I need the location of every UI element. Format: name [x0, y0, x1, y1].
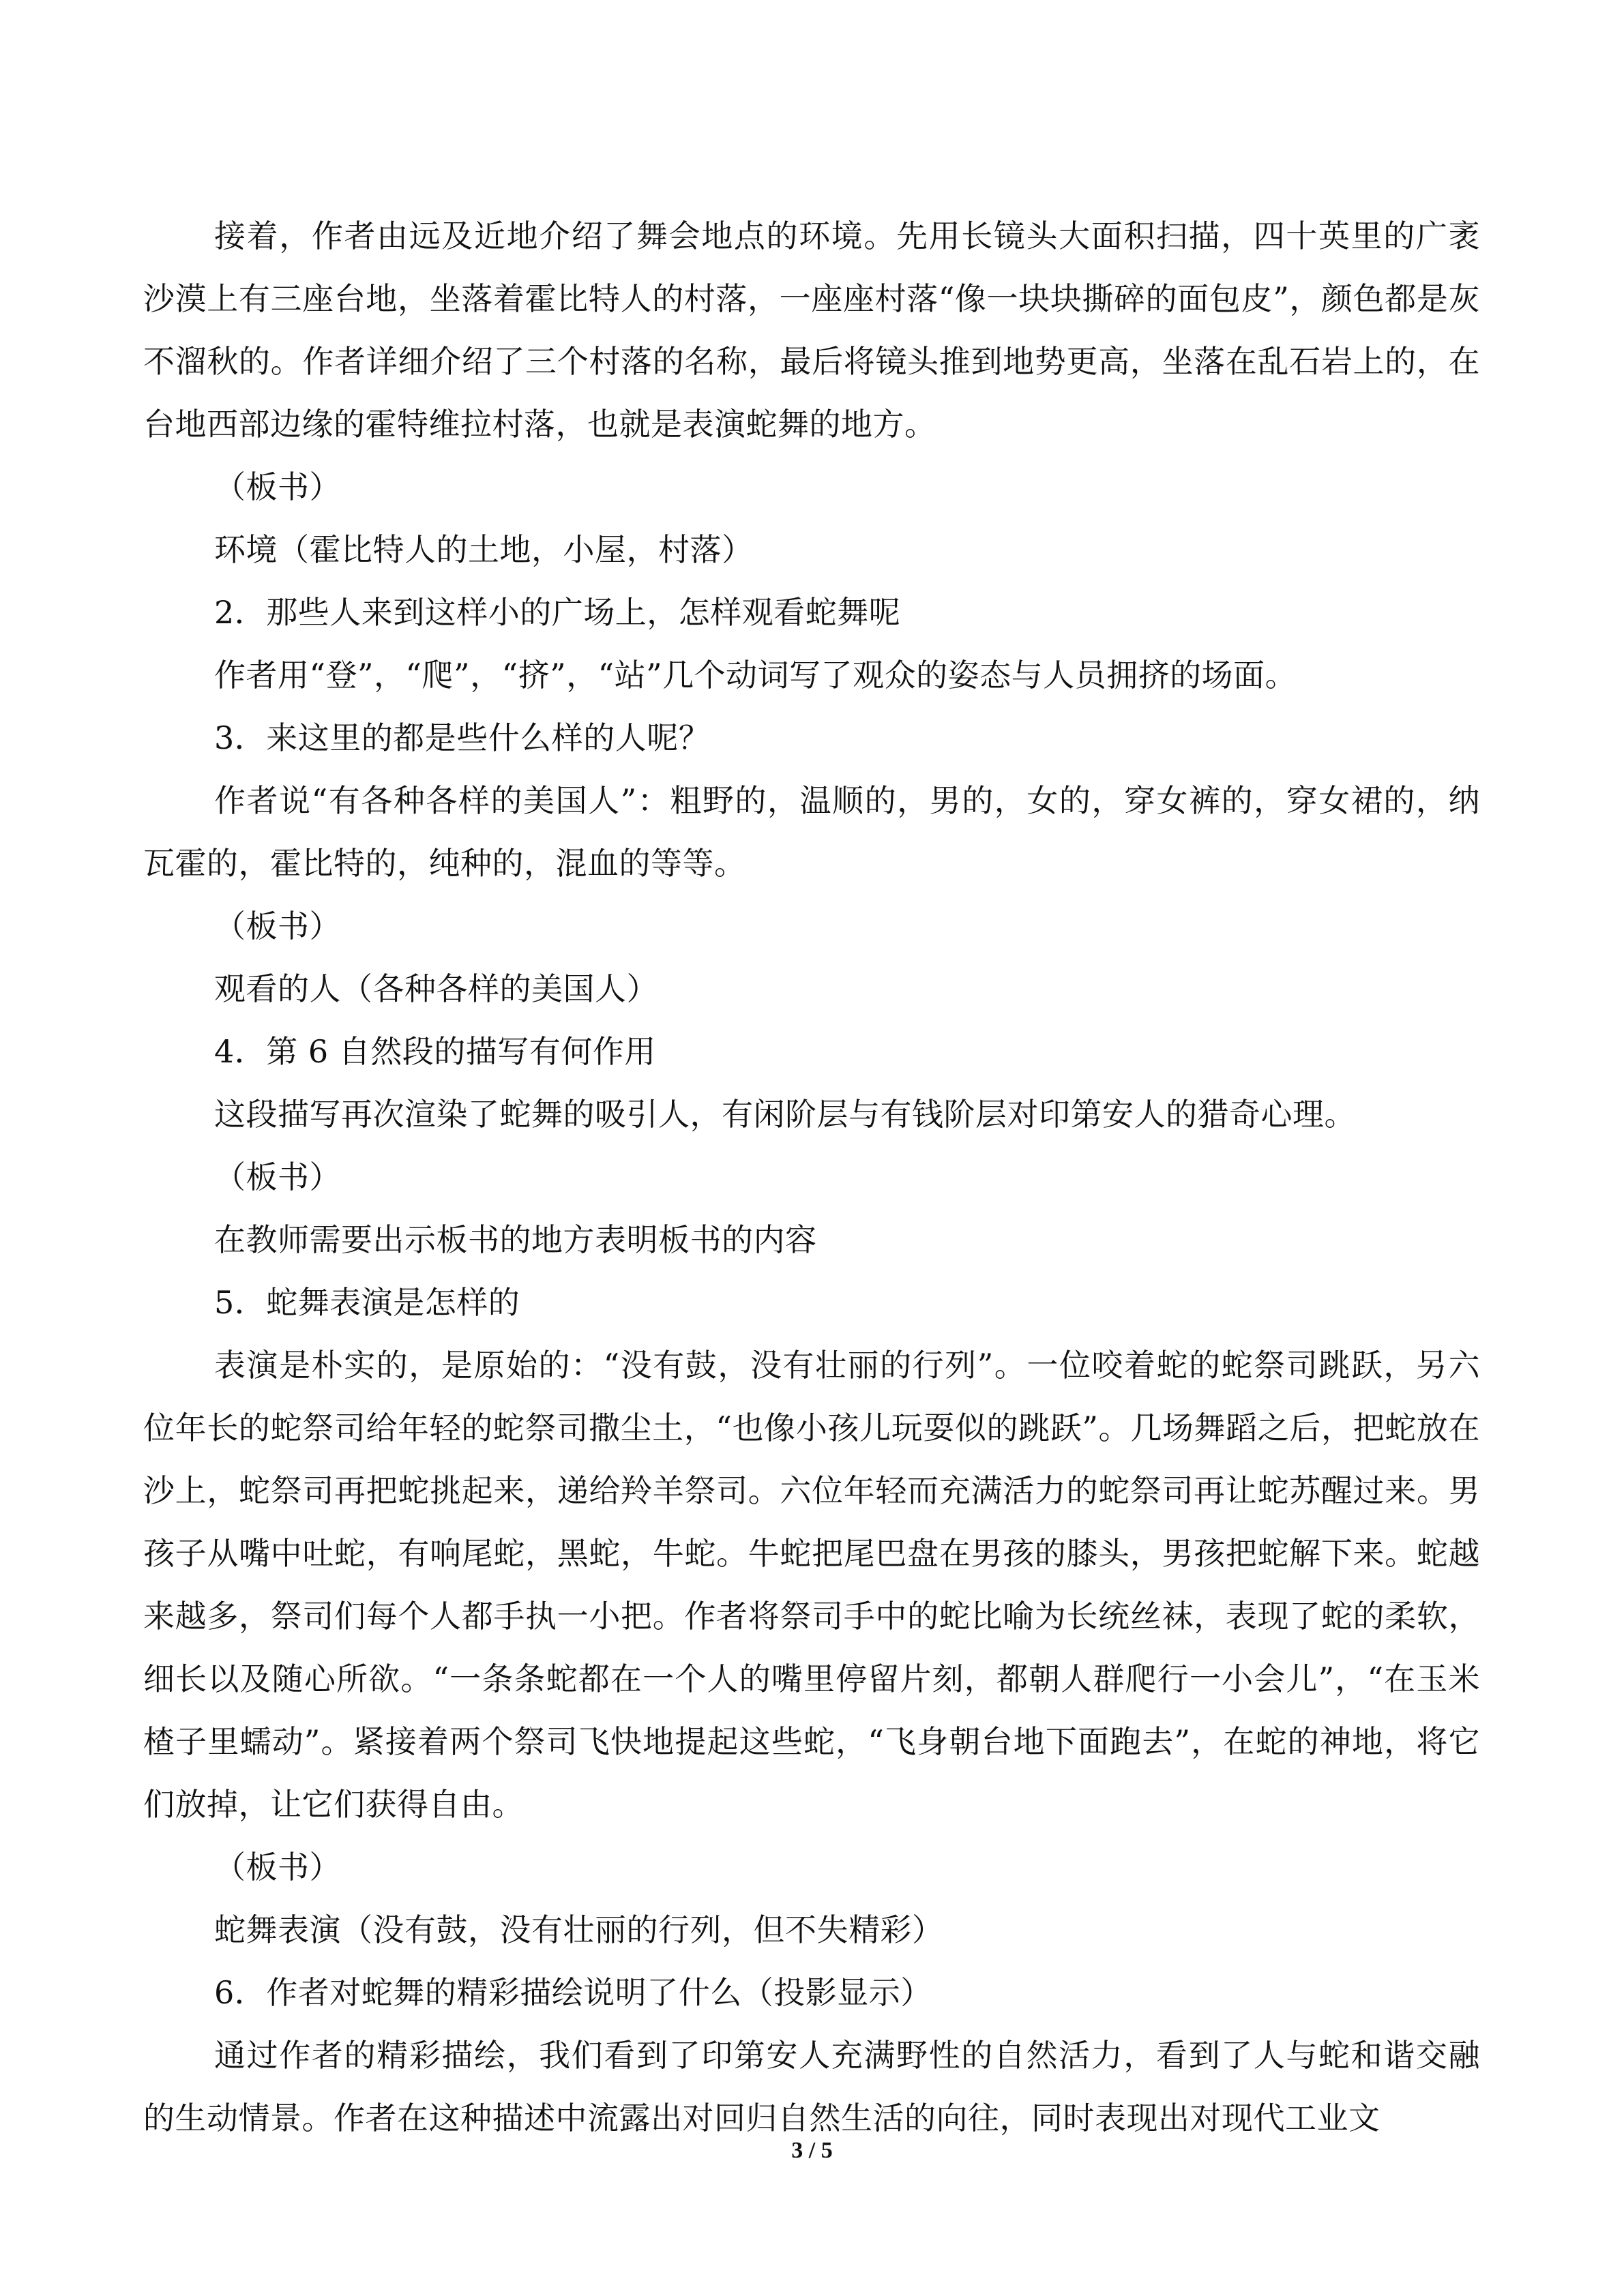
board-note: （板书） — [214, 468, 341, 505]
board-note: （板书） — [214, 1849, 341, 1885]
board-environment: 环境（霍比特人的土地，小屋，村落） — [214, 531, 754, 568]
question-5: 5．蛇舞表演是怎样的 — [214, 1284, 520, 1321]
answer-4: 这段描写再次渲染了蛇舞的吸引人，有闲阶层与有钱阶层对印第安人的猎奇心理。 — [214, 1096, 1356, 1133]
board-performance: 蛇舞表演（没有鼓，没有壮丽的行列，但不失精彩） — [214, 1911, 944, 1948]
question-4: 4．第 6 自然段的描写有何作用 — [214, 1033, 656, 1070]
answer-5: 表演是朴实的，是原始的：“没有鼓，没有壮丽的行列”。一位咬着蛇的蛇祭司跳跃，另六位年长的蛇祭司给年轻的蛇祭司撒尘土，“也像小孩儿玩耍似的跳跃”。几场舞蹈之后，把蛇放在沙上，蛇祭司再把蛇挑起来，递给羚羊祭司。六位年轻而充满活力的蛇祭司再让蛇苏醒过来。男孩子从嘴中吐蛇，有响尾蛇，黑蛇，牛蛇。牛蛇把尾巴盘在男孩的膝头，男孩把蛇解下来。蛇越来越多，祭司们每个人都手执一小把。作者将祭司手中的蛇比喻为长统丝袜，表现了蛇的柔软，细长以及随心所欲。“一条条蛇都在一个人的嘴里停留片刻，都朝人群爬行一小会儿”，“在玉米楂子里蠕动”。紧接着两个祭司飞快地提起这些蛇，“飞身朝台地下面跑去”，在蛇的神地，将它们放掉，让它们获得自由。 — [143, 1347, 1480, 1823]
paragraph-environment: 接着，作者由远及近地介绍了舞会地点的环境。先用长镜头大面积扫描，四十英里的广袤沙漠上有三座台地，坐落着霍比特人的村落，一座座村落“像一块块撕碎的面包皮”，颜色都是灰不溜秋的。作者详细介绍了三个村落的名称，最后将镜头推到地势更高，坐落在乱石岩上的，在台地西部边缘的霍特维拉村落，也就是表演蛇舞的地方。 — [143, 218, 1480, 443]
board-note: （板书） — [214, 908, 341, 944]
question-6: 6．作者对蛇舞的精彩描绘说明了什么（投影显示） — [214, 1974, 932, 2011]
board-audience: 观看的人（各种各样的美国人） — [214, 970, 658, 1007]
question-3: 3．来这里的都是些什么样的人呢？ — [214, 719, 711, 756]
board-instruction: 在教师需要出示板书的地方表明板书的内容 — [214, 1221, 817, 1258]
answer-6: 通过作者的精彩描绘，我们看到了印第安人充满野性的自然活力，看到了人与蛇和谐交融的生动情景。作者在这种描述中流露出对回归自然生活的向往，同时表现出对现代工业文 — [143, 2037, 1480, 2136]
document-body — [143, 205, 1480, 2149]
answer-2: 作者用“登”，“爬”，“挤”，“站”几个动词写了观众的姿态与人员拥挤的场面。 — [214, 657, 1297, 694]
question-2: 2．那些人来到这样小的广场上，怎样观看蛇舞呢 — [214, 594, 901, 631]
answer-3: 作者说“有各种各样的美国人”：粗野的，温顺的，男的，女的，穿女裤的，穿女裙的，纳瓦霍的，霍比特的，纯种的，混血的等等。 — [143, 782, 1480, 882]
board-note: （板书） — [214, 1159, 341, 1195]
page-number: 3 / 5 — [791, 2138, 833, 2163]
